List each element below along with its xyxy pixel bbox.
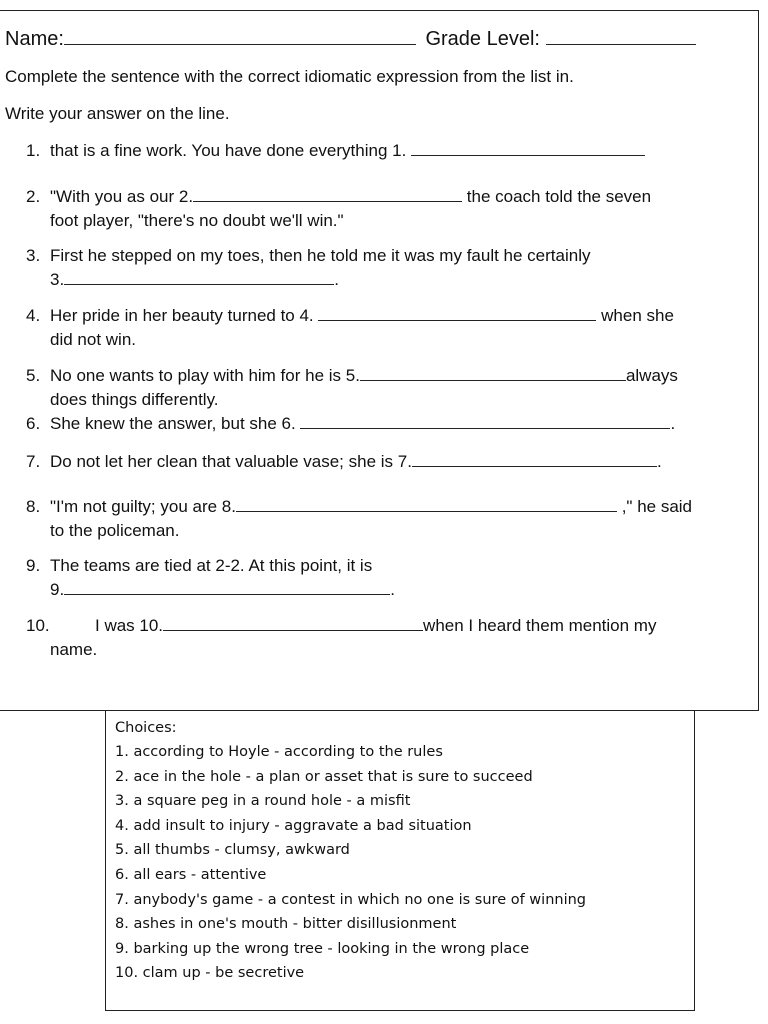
choice-item: 7. anybody's game - a contest in which no one is sure of winning xyxy=(115,891,587,908)
question-number: 9. xyxy=(26,556,41,575)
question-text: No one wants to play with him for he is 5. xyxy=(50,366,360,385)
question-text: I was 10. xyxy=(95,616,164,635)
answer-blank-3[interactable] xyxy=(64,269,334,285)
answer-blank-8[interactable] xyxy=(236,496,617,512)
choice-item: 8. ashes in one's mouth - bitter disillusionment xyxy=(115,916,457,933)
choices-title: Choices: xyxy=(115,720,177,736)
choice-item: 5. all thumbs - clumsy, awkward xyxy=(115,842,350,859)
question-text-continued: did not win. xyxy=(50,330,136,349)
answer-blank-1[interactable] xyxy=(411,140,645,156)
instruction-line: Complete the sentence with the correct idiomatic expression from the list in. xyxy=(5,67,574,86)
question-text: "With you as our 2. xyxy=(50,187,194,206)
question-text: that is a fine work. You have done everything 1. xyxy=(50,141,407,160)
question-text: always xyxy=(625,366,678,385)
question-text: "I'm not guilty; you are 8. xyxy=(50,497,236,516)
question-number: 2. xyxy=(26,187,41,206)
choice-item: 1. according to Hoyle - according to the rules xyxy=(115,744,443,760)
question-text: The teams are tied at 2-2. At this point, it is xyxy=(50,556,373,575)
answer-blank-7[interactable] xyxy=(412,451,657,467)
grade-level-blank[interactable] xyxy=(546,28,696,45)
choice-item: 3. a square peg in a round hole - a misfit xyxy=(115,793,411,810)
question-number-inline: 3. xyxy=(50,270,65,289)
name-label: Name: xyxy=(5,28,64,50)
question-text: She knew the answer, but she 6. xyxy=(50,414,296,433)
answer-blank-2[interactable] xyxy=(193,186,462,202)
question-number: 7. xyxy=(26,452,41,471)
grade-level-label: Grade Level: xyxy=(425,28,540,50)
question-text-continued: name. xyxy=(50,640,98,659)
question-text: when she xyxy=(596,306,674,325)
question-number: 1. xyxy=(26,141,41,160)
answer-blank-5[interactable] xyxy=(360,365,626,381)
question-number-inline: 9. xyxy=(50,580,65,599)
question-number: 3. xyxy=(26,246,41,265)
choices-box xyxy=(105,711,695,1011)
question-text: Do not let her clean that valuable vase; she is 7. xyxy=(50,452,412,471)
answer-blank-10[interactable] xyxy=(163,615,423,631)
question-text: Her pride in her beauty turned to 4. xyxy=(50,306,314,325)
question-text-continued: does things differently. xyxy=(50,390,219,409)
instruction-line: Write your answer on the line. xyxy=(5,104,230,123)
choice-item: 6. all ears - attentive xyxy=(115,867,267,883)
question-text: . xyxy=(390,580,395,599)
choice-item: 2. ace in the hole - a plan or asset that is sure to succeed xyxy=(115,768,533,785)
question-text: when I heard them mention my xyxy=(423,616,657,635)
question-text-continued: foot player, "there's no doubt we'll win." xyxy=(50,211,344,230)
answer-blank-6[interactable] xyxy=(300,413,670,429)
question-text: the coach told the seven xyxy=(462,187,652,206)
question-number: 4. xyxy=(26,306,41,325)
question-text: . xyxy=(656,452,662,471)
question-text: . xyxy=(670,414,676,433)
question-text: . xyxy=(334,270,339,289)
name-blank[interactable] xyxy=(64,28,416,45)
answer-blank-9[interactable] xyxy=(64,579,390,595)
question-number: 8. xyxy=(26,497,41,516)
question-number: 10. xyxy=(26,616,50,635)
question-number: 5. xyxy=(26,366,41,385)
question-text: ," he said xyxy=(616,497,693,516)
question-text: First he stepped on my toes, then he told me it was my fault he certainly xyxy=(50,246,591,265)
worksheet xyxy=(0,10,759,711)
question-text-continued: to the policeman. xyxy=(50,521,180,540)
question-number: 6. xyxy=(26,414,41,433)
header-row xyxy=(5,28,696,51)
choice-item: 9. barking up the wrong tree - looking in the wrong place xyxy=(115,940,530,957)
choice-item: 10. clam up - be secretive xyxy=(115,965,305,982)
choice-item: 4. add insult to injury - aggravate a bad situation xyxy=(115,817,472,834)
answer-blank-4[interactable] xyxy=(318,305,596,321)
